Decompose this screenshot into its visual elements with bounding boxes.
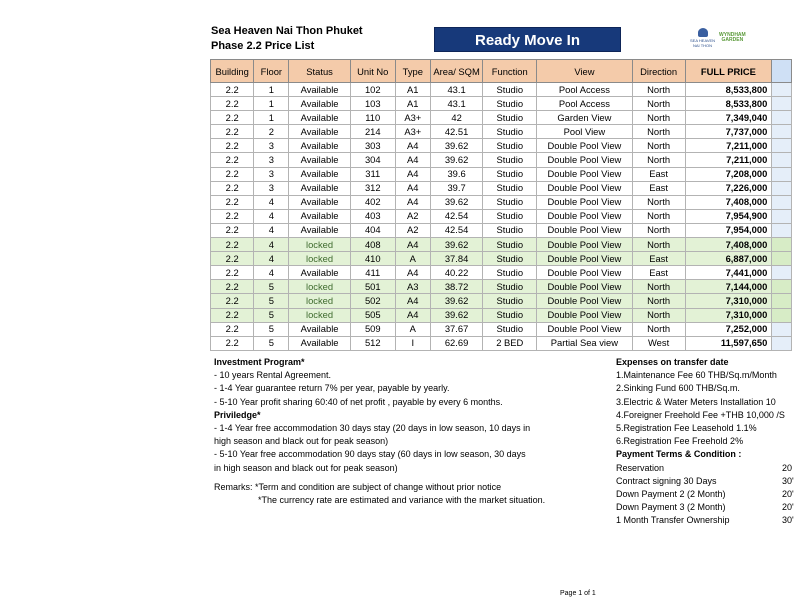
table-row [211,322,792,336]
cut-off-cell [772,209,792,223]
col-full-price: FULL PRICE [685,60,772,83]
price-cell: 8,533,800 [685,97,772,111]
unit-no-cell: 502 [350,294,395,308]
sea-heaven-logo-icon [698,28,708,37]
building-cell: 2.2 [211,308,254,322]
table-row [211,280,792,294]
unit-no-cell: 509 [350,322,395,336]
col-direction: Direction [632,60,685,83]
view-cell: Pool Access [537,83,632,97]
cut-off-cell [772,280,792,294]
direction-cell: North [632,97,685,111]
logo-group [690,28,746,48]
status-cell: Available [289,139,350,153]
price-cell: 7,349,040 [685,111,772,125]
area-cell: 38.72 [430,280,483,294]
view-cell: Pool Access [537,97,632,111]
col-unit-no: Unit No [350,60,395,83]
floor-cell: 3 [254,181,289,195]
status-cell: locked [289,294,350,308]
status-cell: Available [289,153,350,167]
direction-cell: East [632,181,685,195]
status-cell: Available [289,125,350,139]
direction-cell: North [632,195,685,209]
payment-value: 20 [782,462,793,473]
direction-cell: North [632,322,685,336]
cut-off-cell [772,97,792,111]
direction-cell: North [632,125,685,139]
status-cell: Available [289,209,350,223]
price-cell: 7,144,000 [685,280,772,294]
cut-off-cell [772,322,792,336]
expenses-section [616,356,794,528]
type-cell: A [395,252,430,266]
price-cell: 7,408,000 [685,238,772,252]
cut-off-cell [772,223,792,237]
price-list-title: Phase 2.2 Price List [211,40,315,52]
direction-cell: North [632,111,685,125]
direction-cell: North [632,223,685,237]
view-cell: Double Pool View [537,266,632,280]
table-row [211,167,792,181]
table-row [211,139,792,153]
cut-off-cell [772,153,792,167]
view-cell: Partial Sea view [537,336,632,350]
floor-cell: 5 [254,322,289,336]
direction-cell: East [632,252,685,266]
status-cell: Available [289,111,350,125]
payment-row [616,488,794,501]
cut-off-cell [772,167,792,181]
direction-cell: North [632,153,685,167]
status-cell: locked [289,252,350,266]
payment-label: Down Payment 2 (2 Month) [616,489,726,500]
col-type: Type [395,60,430,83]
view-cell: Double Pool View [537,308,632,322]
price-cell: 8,533,800 [685,83,772,97]
unit-no-cell: 408 [350,238,395,252]
unit-no-cell: 410 [350,252,395,266]
cut-off-cell [772,308,792,322]
expense-item: 5.Registration Fee Leasehold 1.1% [616,423,757,434]
view-cell: Double Pool View [537,252,632,266]
project-title [211,24,363,54]
wyndham-garden-logo: WYNDHAM GARDEN [719,32,746,43]
cut-off-cell [772,336,792,350]
cut-off-cell [772,294,792,308]
price-cell: 7,954,000 [685,223,772,237]
table-row [211,238,792,252]
sea-heaven-logo: SEA HEAVEN NAI THON [690,28,715,48]
price-cell: 7,226,000 [685,181,772,195]
privilege-heading: Priviledge* [214,409,261,420]
floor-cell: 1 [254,97,289,111]
status-cell: Available [289,336,350,350]
view-cell: Double Pool View [537,181,632,195]
function-cell: Studio [483,252,537,266]
area-cell: 62.69 [430,336,483,350]
investment-item: - 5-10 Year profit sharing 60:40 of net profit , payable by every 6 months. [214,396,503,407]
type-cell: A4 [395,153,430,167]
type-cell: A2 [395,223,430,237]
unit-no-cell: 110 [350,111,395,125]
area-cell: 39.62 [430,238,483,252]
floor-cell: 5 [254,294,289,308]
function-cell: Studio [483,97,537,111]
area-cell: 39.62 [430,294,483,308]
floor-cell: 3 [254,139,289,153]
price-table-body [211,83,792,351]
payment-value: 20' [782,489,794,500]
type-cell: A4 [395,167,430,181]
status-cell: Available [289,322,350,336]
view-cell: Double Pool View [537,195,632,209]
building-cell: 2.2 [211,238,254,252]
type-cell: A2 [395,209,430,223]
table-row [211,83,792,97]
building-cell: 2.2 [211,266,254,280]
unit-no-cell: 311 [350,167,395,181]
price-table-header [211,60,792,83]
area-cell: 39.62 [430,308,483,322]
view-cell: Double Pool View [537,209,632,223]
area-cell: 39.62 [430,139,483,153]
function-cell: 2 BED [483,336,537,350]
view-cell: Double Pool View [537,153,632,167]
floor-cell: 2 [254,125,289,139]
expense-item: 1.Maintenance Fee 60 THB/Sq.m/Month [616,370,777,381]
remarks-line: *The currency rate are estimated and variance with the market situation. [258,495,546,506]
direction-cell: East [632,266,685,280]
unit-no-cell: 214 [350,125,395,139]
function-cell: Studio [483,181,537,195]
view-cell: Double Pool View [537,139,632,153]
table-row [211,181,792,195]
payment-row [616,475,794,488]
type-cell: A4 [395,238,430,252]
floor-cell: 1 [254,111,289,125]
type-cell: A4 [395,139,430,153]
expense-item: 3.Electric & Water Meters Installation 10 [616,396,776,407]
price-cell: 11,597,650 [685,336,772,350]
price-cell: 7,211,000 [685,139,772,153]
payment-row [616,501,794,514]
privilege-item: - 5-10 Year free accommodation 90 days stay (60 days in low season, 30 days [214,449,526,460]
floor-cell: 4 [254,266,289,280]
function-cell: Studio [483,83,537,97]
floor-cell: 4 [254,238,289,252]
cut-off-cell [772,195,792,209]
view-cell: Double Pool View [537,322,632,336]
area-cell: 39.7 [430,181,483,195]
direction-cell: West [632,336,685,350]
view-cell: Double Pool View [537,223,632,237]
area-cell: 39.62 [430,195,483,209]
area-cell: 42.54 [430,223,483,237]
unit-no-cell: 312 [350,181,395,195]
payment-label: Reservation [616,462,665,473]
unit-no-cell: 403 [350,209,395,223]
type-cell: A [395,322,430,336]
function-cell: Studio [483,125,537,139]
building-cell: 2.2 [211,322,254,336]
cut-off-cell [772,266,792,280]
floor-cell: 4 [254,209,289,223]
status-cell: Available [289,195,350,209]
price-cell: 7,252,000 [685,322,772,336]
unit-no-cell: 102 [350,83,395,97]
status-cell: Available [289,97,350,111]
function-cell: Studio [483,111,537,125]
building-cell: 2.2 [211,181,254,195]
building-cell: 2.2 [211,294,254,308]
status-cell: locked [289,280,350,294]
building-cell: 2.2 [211,153,254,167]
privilege-item: high season and black out for peak season) [214,436,389,447]
building-cell: 2.2 [211,167,254,181]
cut-off-cell [772,111,792,125]
price-cell: 7,408,000 [685,195,772,209]
table-row [211,308,792,322]
unit-no-cell: 304 [350,153,395,167]
unit-no-cell: 501 [350,280,395,294]
status-cell: locked [289,308,350,322]
type-cell: A3+ [395,125,430,139]
status-cell: locked [289,238,350,252]
type-cell: A4 [395,294,430,308]
table-row [211,252,792,266]
view-cell: Double Pool View [537,238,632,252]
function-cell: Studio [483,139,537,153]
investment-notes [214,356,545,507]
type-cell: A1 [395,83,430,97]
table-row [211,125,792,139]
building-cell: 2.2 [211,252,254,266]
floor-cell: 4 [254,195,289,209]
ready-move-in-banner: Ready Move In [434,27,621,52]
function-cell: Studio [483,167,537,181]
type-cell: A4 [395,308,430,322]
unit-no-cell: 103 [350,97,395,111]
area-cell: 37.67 [430,322,483,336]
cut-off-cell [772,125,792,139]
direction-cell: North [632,209,685,223]
status-cell: Available [289,181,350,195]
cut-off-cell [772,139,792,153]
building-cell: 2.2 [211,195,254,209]
view-cell: Pool View [537,125,632,139]
floor-cell: 5 [254,308,289,322]
privilege-item: - 1-4 Year free accommodation 30 days stay (20 days in low season, 10 days in [214,423,531,434]
function-cell: Studio [483,223,537,237]
price-cell: 6,887,000 [685,252,772,266]
area-cell: 42 [430,111,483,125]
price-table [210,59,792,351]
unit-no-cell: 512 [350,336,395,350]
col-view: View [537,60,632,83]
type-cell: A3+ [395,111,430,125]
area-cell: 42.54 [430,209,483,223]
area-cell: 43.1 [430,83,483,97]
price-cell: 7,954,900 [685,209,772,223]
price-cell: 7,211,000 [685,153,772,167]
direction-cell: North [632,139,685,153]
building-cell: 2.2 [211,111,254,125]
floor-cell: 5 [254,280,289,294]
payment-label: Down Payment 3 (2 Month) [616,502,726,513]
investment-item: - 10 years Rental Agreement. [214,370,332,381]
area-cell: 42.51 [430,125,483,139]
table-row [211,153,792,167]
expense-item: 4.Foreigner Freehold Fee +THB 10,000 /S [616,409,785,420]
cut-off-cell [772,238,792,252]
col-status: Status [289,60,350,83]
floor-cell: 4 [254,252,289,266]
floor-cell: 5 [254,336,289,350]
unit-no-cell: 402 [350,195,395,209]
floor-cell: 3 [254,153,289,167]
function-cell: Studio [483,308,537,322]
building-cell: 2.2 [211,125,254,139]
direction-cell: North [632,280,685,294]
payment-heading: Payment Terms & Condition : [616,449,742,460]
table-row [211,336,792,350]
col-floor: Floor [254,60,289,83]
expenses-heading: Expenses on transfer date [616,357,729,367]
function-cell: Studio [483,153,537,167]
unit-no-cell: 411 [350,266,395,280]
remarks-line: Remarks: *Term and condition are subject of change without prior notice [214,481,502,492]
privilege-item: in high season and black out for peak season) [214,462,398,473]
expense-item: 6.Registration Fee Freehold 2% [616,436,744,447]
view-cell: Double Pool View [537,280,632,294]
status-cell: Available [289,223,350,237]
area-cell: 39.6 [430,167,483,181]
building-cell: 2.2 [211,83,254,97]
function-cell: Studio [483,266,537,280]
unit-no-cell: 303 [350,139,395,153]
function-cell: Studio [483,322,537,336]
function-cell: Studio [483,280,537,294]
type-cell: I [395,336,430,350]
page-number: Page 1 of 1 [560,590,596,597]
building-cell: 2.2 [211,280,254,294]
col-cut-off [772,60,792,83]
function-cell: Studio [483,294,537,308]
payment-row [616,462,794,475]
unit-no-cell: 505 [350,308,395,322]
payment-label: Contract signing 30 Days [616,475,717,486]
price-cell: 7,310,000 [685,308,772,322]
price-cell: 7,441,000 [685,266,772,280]
status-cell: Available [289,83,350,97]
payment-value: 30' [782,515,794,526]
payment-value: 30' [782,475,794,486]
expense-item: 2.Sinking Fund 600 THB/Sq.m. [616,383,740,394]
investment-item: - 1-4 Year guarantee return 7% per year, payable by yearly. [214,383,450,394]
table-row [211,111,792,125]
unit-no-cell: 404 [350,223,395,237]
floor-cell: 4 [254,223,289,237]
price-cell: 7,208,000 [685,167,772,181]
table-row [211,209,792,223]
function-cell: Studio [483,195,537,209]
table-row [211,294,792,308]
direction-cell: North [632,308,685,322]
view-cell: Double Pool View [537,294,632,308]
table-row [211,195,792,209]
floor-cell: 3 [254,167,289,181]
payment-label: 1 Month Transfer Ownership [616,515,730,526]
project-name: Sea Heaven Nai Thon Phuket [211,25,363,37]
function-cell: Studio [483,209,537,223]
type-cell: A3 [395,280,430,294]
floor-cell: 1 [254,83,289,97]
col-building: Building [211,60,254,83]
type-cell: A4 [395,195,430,209]
area-cell: 43.1 [430,97,483,111]
table-row [211,223,792,237]
building-cell: 2.2 [211,139,254,153]
table-row [211,266,792,280]
type-cell: A4 [395,181,430,195]
investment-heading: Investment Program* [214,357,305,367]
status-cell: Available [289,266,350,280]
area-cell: 37.84 [430,252,483,266]
payment-value: 20' [782,502,794,513]
table-row [211,97,792,111]
status-cell: Available [289,167,350,181]
direction-cell: North [632,294,685,308]
area-cell: 39.62 [430,153,483,167]
type-cell: A4 [395,266,430,280]
direction-cell: North [632,238,685,252]
building-cell: 2.2 [211,209,254,223]
cut-off-cell [772,252,792,266]
cut-off-cell [772,181,792,195]
view-cell: Double Pool View [537,167,632,181]
view-cell: Garden View [537,111,632,125]
building-cell: 2.2 [211,97,254,111]
price-cell: 7,737,000 [685,125,772,139]
building-cell: 2.2 [211,336,254,350]
area-cell: 40.22 [430,266,483,280]
col-area: Area/ SQM [430,60,483,83]
direction-cell: East [632,167,685,181]
building-cell: 2.2 [211,223,254,237]
function-cell: Studio [483,238,537,252]
col-function: Function [483,60,537,83]
price-cell: 7,310,000 [685,294,772,308]
type-cell: A1 [395,97,430,111]
direction-cell: North [632,83,685,97]
cut-off-cell [772,83,792,97]
payment-row [616,514,794,527]
